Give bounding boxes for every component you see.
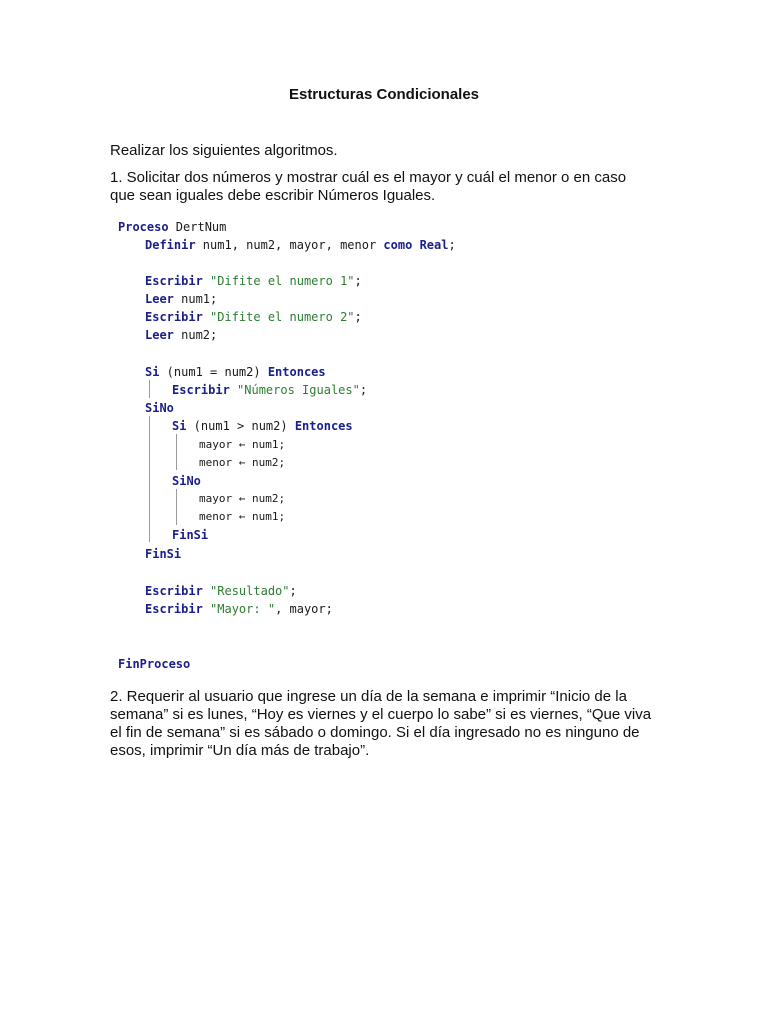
- question-2: [110, 688, 658, 760]
- keyword: Entonces: [294, 419, 353, 433]
- string-literal: "Difite el numero 2": [210, 310, 355, 324]
- code-line-assign-1: mayor ← num1;: [199, 438, 286, 451]
- question-2-line-4: esos, imprimir “Un día más de trabajo”.: [110, 742, 370, 759]
- keyword: Escribir: [145, 602, 203, 616]
- keyword: SiNo: [145, 401, 174, 415]
- pseudocode-block: [118, 218, 456, 638]
- question-1-line-2: que sean iguales debe escribir Números Iguales.: [110, 187, 436, 204]
- keyword: Si: [172, 419, 187, 433]
- keyword: Escribir: [145, 584, 203, 598]
- code-line-definir: [145, 236, 456, 254]
- code-line-escribir-iguales: [172, 381, 367, 399]
- keyword: FinSi: [145, 547, 182, 561]
- code-tail: , mayor;: [275, 602, 333, 616]
- keyword: FinSi: [172, 528, 209, 542]
- code-line-assign-4: menor ← num1;: [199, 510, 286, 523]
- code-line-finsi-outer: [145, 545, 181, 563]
- semicolon: ;: [448, 238, 456, 252]
- code-line-assign-3: mayor ← num2;: [199, 492, 286, 505]
- keyword: Leer: [145, 292, 174, 306]
- code-line-escribir-2: [145, 308, 362, 326]
- code-line-sino-2: [172, 472, 201, 490]
- code-line-proceso: [118, 218, 226, 236]
- block-guide: [176, 489, 177, 525]
- code-line-escribir-resultado: [145, 582, 297, 600]
- question-1: [110, 169, 658, 205]
- block-guide: [149, 380, 150, 398]
- string-literal: "Difite el numero 1": [210, 274, 355, 288]
- question-1-line-1: 1. Solicitar dos números y mostrar cuál es el mayor y cuál el menor o en caso: [110, 169, 627, 186]
- variables: num1, num2, mayor, menor: [195, 238, 384, 252]
- question-2-line-1: 2. Requerir al usuario que ingrese un día de la semana e imprimir “Inicio de la: [110, 688, 627, 705]
- string-literal: "Mayor: ": [210, 602, 276, 616]
- keyword: Real: [419, 238, 449, 252]
- code-line-escribir-1: [145, 272, 362, 290]
- semicolon: ;: [289, 584, 297, 598]
- code-line-si-2: [172, 417, 353, 435]
- string-literal: "Resultado": [210, 584, 290, 598]
- keyword: Escribir: [172, 383, 230, 397]
- keyword: SiNo: [172, 474, 201, 488]
- keyword: como: [383, 238, 413, 252]
- semicolon: ;: [354, 274, 362, 288]
- keyword: Leer: [145, 328, 174, 342]
- code-line-leer-1: [145, 290, 217, 308]
- code-line-escribir-mayor: [145, 600, 333, 618]
- semicolon: ;: [354, 310, 362, 324]
- keyword: Definir: [145, 238, 196, 252]
- keyword: Proceso: [118, 220, 169, 234]
- condition: (num1 > num2): [186, 419, 295, 433]
- keyword: Entonces: [267, 365, 326, 379]
- code-line-assign-2: menor ← num2;: [199, 456, 286, 469]
- variable: num1;: [173, 292, 218, 306]
- code-line-finproceso: [118, 655, 190, 673]
- string-literal: "Números Iguales": [237, 383, 360, 397]
- block-guide: [176, 434, 177, 470]
- keyword: Escribir: [145, 310, 203, 324]
- semicolon: ;: [359, 383, 368, 397]
- block-guide: [149, 416, 150, 542]
- keyword: Si: [145, 365, 160, 379]
- intro-text: [110, 142, 658, 160]
- question-2-line-3: el fin de semana” si es sábado o domingo. Si el día ingresado no es ninguno de: [110, 724, 640, 741]
- process-name: DertNum: [168, 220, 227, 234]
- document-title: Estructuras Condicionales: [288, 86, 480, 103]
- question-2-line-2: semana” si es lunes, “Hoy es viernes y el cuerpo lo sabe” si es viernes, “Que viva: [110, 706, 652, 723]
- condition: (num1 = num2): [159, 365, 268, 379]
- code-line-sino-1: [145, 399, 174, 417]
- keyword: Escribir: [145, 274, 203, 288]
- code-line-si-1: [145, 363, 326, 381]
- code-line-leer-2: [145, 326, 217, 344]
- code-crop-edge: [100, 620, 500, 634]
- intro-line: Realizar los siguientes algoritmos.: [110, 142, 338, 159]
- code-line-finsi-inner: [172, 526, 208, 544]
- keyword: FinProceso: [118, 657, 191, 671]
- variable: num2;: [173, 328, 218, 342]
